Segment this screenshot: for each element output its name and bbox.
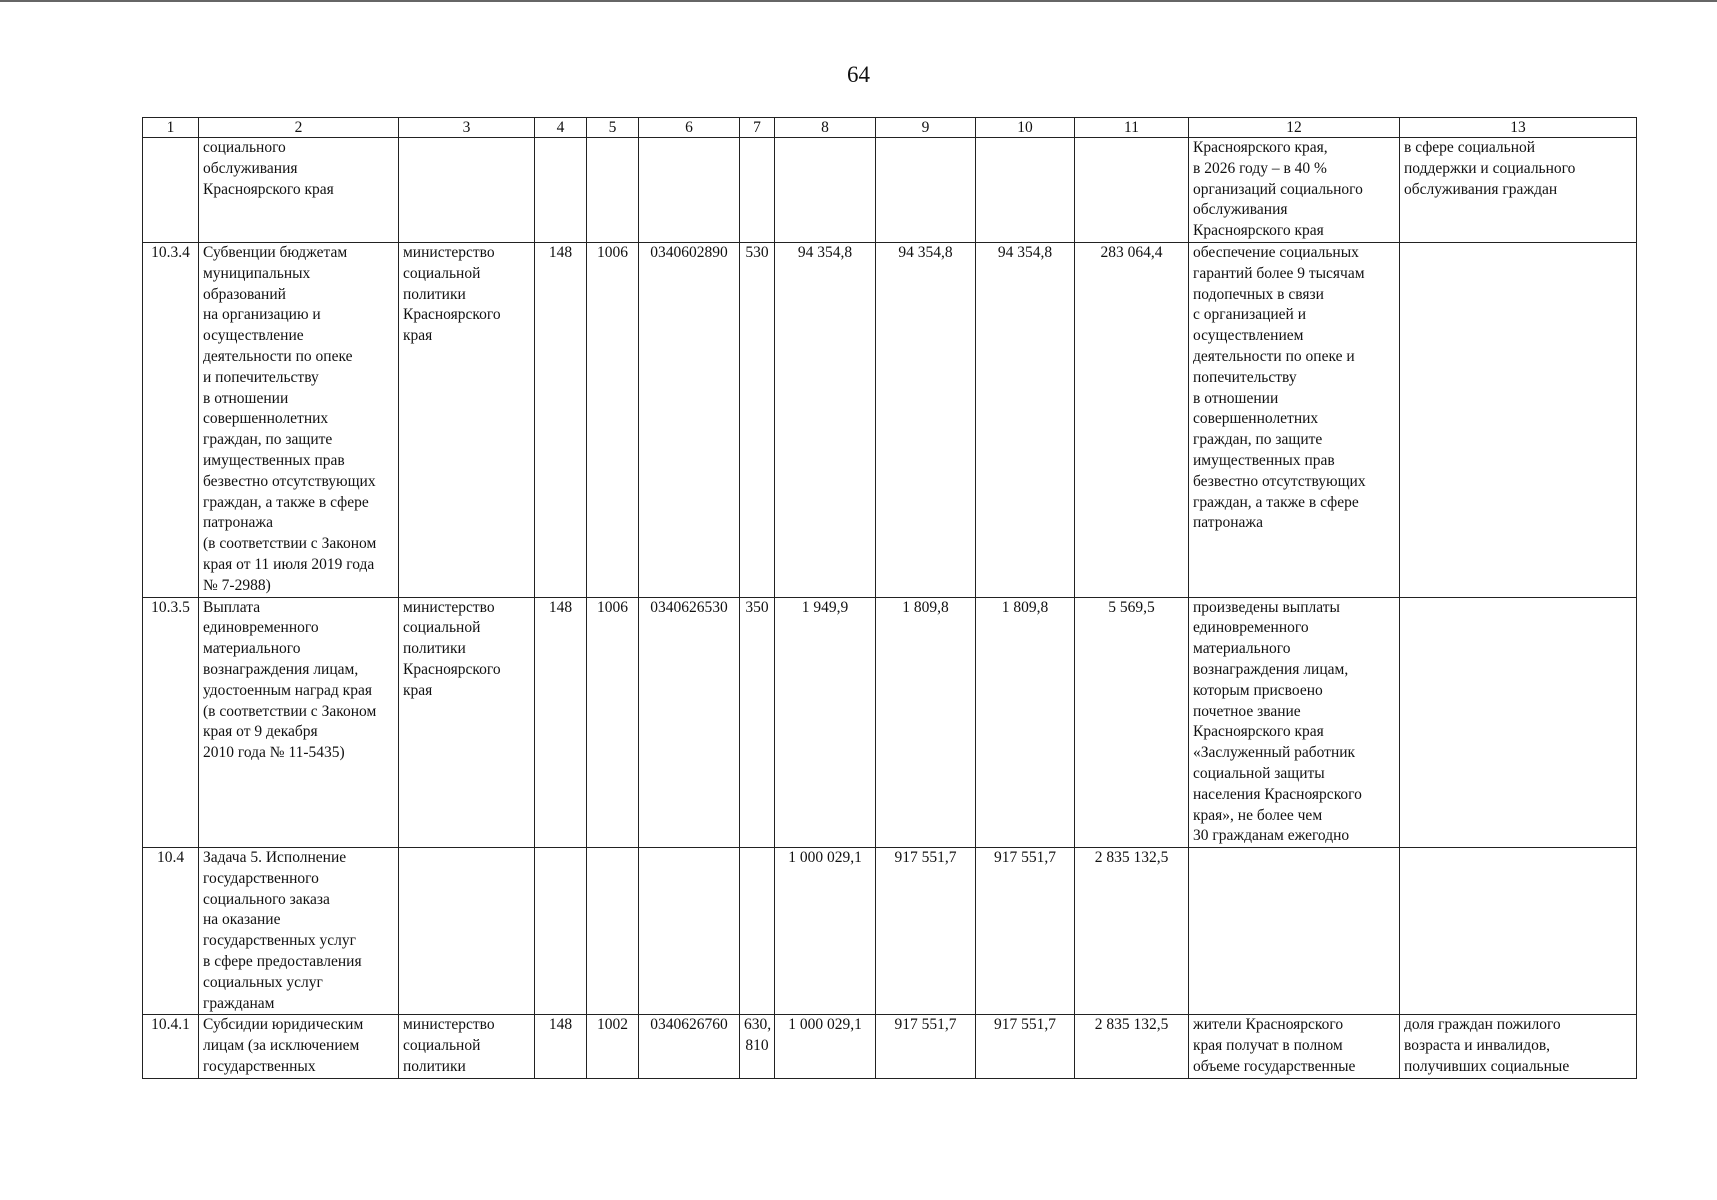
expense-type-cell (740, 138, 775, 243)
row-number-cell: 10.3.4 (143, 242, 199, 597)
column-header: 5 (587, 118, 639, 138)
table-row (143, 848, 1637, 1015)
code-cell: 148 (535, 1015, 587, 1078)
column-header: 1 (143, 118, 199, 138)
table-row (143, 1015, 1637, 1078)
code-cell: 148 (535, 597, 587, 848)
indicator-cell: доля граждан пожилого возраста и инвалидов, получивших социальные (1400, 1015, 1637, 1078)
code-cell (535, 848, 587, 1015)
amount-cell: 1 000 029,1 (775, 1015, 876, 1078)
column-number-row (143, 118, 1637, 138)
section-code-cell: 1002 (587, 1015, 639, 1078)
column-header: 10 (976, 118, 1075, 138)
amount-cell: 1 000 029,1 (775, 848, 876, 1015)
indicator-cell (1400, 848, 1637, 1015)
section-code-cell: 1006 (587, 242, 639, 597)
column-header: 12 (1189, 118, 1400, 138)
measure-name-cell: Субвенции бюджетам муниципальных образований на организацию и осуществление деятельности по опеке и попечительству в отношении совершеннолетних граждан, по защите имущественных прав безвестно отсутствующих граждан, а также в сфере патронажа (в соответствии с Законом края от 11 июля 2019 года № 7-2988) (199, 242, 399, 597)
column-header: 7 (740, 118, 775, 138)
column-header: 11 (1075, 118, 1189, 138)
total-amount-cell (1075, 138, 1189, 243)
total-amount-cell: 283 064,4 (1075, 242, 1189, 597)
amount-cell (876, 138, 976, 243)
amount-cell (976, 138, 1075, 243)
expected-result-cell (1189, 848, 1400, 1015)
measure-name-cell: Субсидии юридическим лицам (за исключением государственных (199, 1015, 399, 1078)
column-header: 4 (535, 118, 587, 138)
target-article-cell: 0340626760 (639, 1015, 740, 1078)
column-header: 3 (399, 118, 535, 138)
amount-cell: 94 354,8 (876, 242, 976, 597)
measure-name-cell: социального обслуживания Красноярского края (199, 138, 399, 243)
expected-result-cell: произведены выплаты единовременного материального вознаграждения лицам, которым присвоено почетное звание Красноярского края «Заслуженный работник социальной защиты населения Красноярского края», не более чем 30 гражданам ежегодно (1189, 597, 1400, 848)
amount-cell: 917 551,7 (976, 848, 1075, 1015)
amount-cell: 94 354,8 (976, 242, 1075, 597)
responsible-body-cell (399, 138, 535, 243)
responsible-body-cell: министерство социальной политики Красноярского края (399, 597, 535, 848)
code-cell (535, 138, 587, 243)
section-code-cell (587, 848, 639, 1015)
row-number-cell: 10.3.5 (143, 597, 199, 848)
indicator-cell (1400, 242, 1637, 597)
budget-table (142, 117, 1637, 1079)
measure-name-cell: Выплата единовременного материального вознаграждения лицам, удостоенным наград края (в соответствии с Законом края от 9 декабря 2010 года № 11-5435) (199, 597, 399, 848)
expense-type-cell: 630, 810 (740, 1015, 775, 1078)
amount-cell: 1 949,9 (775, 597, 876, 848)
target-article-cell (639, 848, 740, 1015)
table-row (143, 597, 1637, 848)
page-number: 64 (847, 62, 870, 87)
amount-cell: 1 809,8 (976, 597, 1075, 848)
amount-cell: 917 551,7 (876, 1015, 976, 1078)
responsible-body-cell: министерство социальной политики (399, 1015, 535, 1078)
target-article-cell (639, 138, 740, 243)
expense-type-cell (740, 848, 775, 1015)
expected-result-cell: жители Красноярского края получат в полном объеме государственные (1189, 1015, 1400, 1078)
target-article-cell: 0340626530 (639, 597, 740, 848)
code-cell: 148 (535, 242, 587, 597)
row-number-cell: 10.4.1 (143, 1015, 199, 1078)
expense-type-cell: 350 (740, 597, 775, 848)
total-amount-cell: 2 835 132,5 (1075, 848, 1189, 1015)
amount-cell: 917 551,7 (976, 1015, 1075, 1078)
expense-type-cell: 530 (740, 242, 775, 597)
row-number-cell (143, 138, 199, 243)
section-code-cell: 1006 (587, 597, 639, 848)
column-header: 8 (775, 118, 876, 138)
section-code-cell (587, 138, 639, 243)
column-header: 13 (1400, 118, 1637, 138)
total-amount-cell: 2 835 132,5 (1075, 1015, 1189, 1078)
amount-cell: 1 809,8 (876, 597, 976, 848)
amount-cell: 917 551,7 (876, 848, 976, 1015)
expected-result-cell: обеспечение социальных гарантий более 9 тысячам подопечных в связи с организацией и осуществлением деятельности по опеке и попечительству в отношении совершеннолетних граждан, по защите имущественных прав безвестно отсутствующих граждан, а также в сфере патронажа (1189, 242, 1400, 597)
expected-result-cell: Красноярского края, в 2026 году – в 40 % организаций социального обслуживания Красноярского края (1189, 138, 1400, 243)
table-row (143, 242, 1637, 597)
amount-cell (775, 138, 876, 243)
table-row (143, 138, 1637, 243)
column-header: 9 (876, 118, 976, 138)
column-header: 6 (639, 118, 740, 138)
responsible-body-cell: министерство социальной политики Красноярского края (399, 242, 535, 597)
responsible-body-cell (399, 848, 535, 1015)
indicator-cell (1400, 597, 1637, 848)
target-article-cell: 0340602890 (639, 242, 740, 597)
row-number-cell: 10.4 (143, 848, 199, 1015)
amount-cell: 94 354,8 (775, 242, 876, 597)
page-top-rule (0, 0, 1717, 2)
column-header: 2 (199, 118, 399, 138)
measure-name-cell: Задача 5. Исполнение государственного социального заказа на оказание государственных услуг в сфере предоставления социальных услуг гражданам (199, 848, 399, 1015)
total-amount-cell: 5 569,5 (1075, 597, 1189, 848)
indicator-cell: в сфере социальной поддержки и социального обслуживания граждан (1400, 138, 1637, 243)
